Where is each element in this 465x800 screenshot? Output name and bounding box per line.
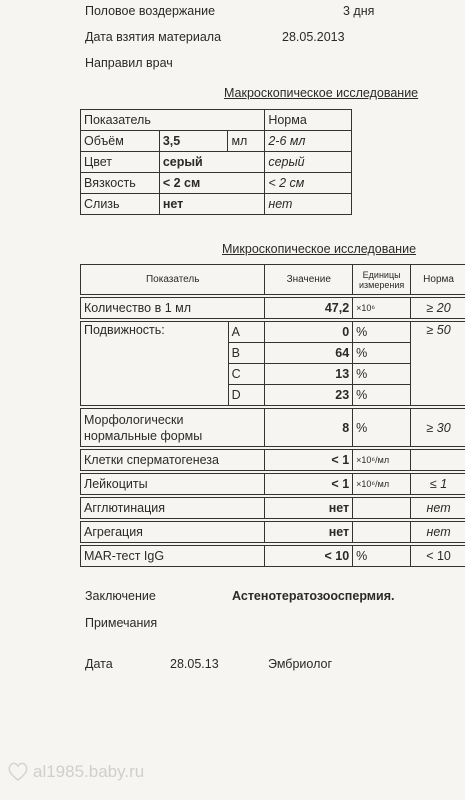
micro-row-value: < 1 [265,450,353,471]
embryologist-label: Эмбриолог [268,657,333,671]
micro-col-units: Единицы измерения [353,265,411,295]
macro-title: Макроскопическое исследование [224,86,419,100]
micro-row-spermatogenesis [81,450,465,471]
micro-row-value: нет [265,498,353,519]
micro-row-name: MAR-тест IgG [81,546,265,567]
micro-col-value: Значение [265,265,353,295]
motility-unit: % [353,385,411,406]
morphology-label [81,409,265,447]
micro-row-unit: ×10⁶/мл [353,450,411,471]
micro-row-unit: ×10⁶/мл [353,474,411,495]
micro-row-norm: < 10 [411,546,465,567]
footer-date-value: 28.05.13 [170,657,219,671]
motility-grade: D [228,385,265,406]
macro-col-norm: Норма [265,110,352,131]
macro-row-norm: нет [265,194,352,215]
macro-row-value: нет [159,194,265,215]
micro-row-morphology [81,409,465,447]
macro-header-row [81,110,352,131]
motility-grade: C [228,364,265,385]
micro-row-count [81,298,465,319]
motility-value: 0 [265,322,353,343]
motility-label: Подвижность: [81,322,229,406]
motility-unit: % [353,364,411,385]
conclusion-value: Астенотератозооспермия. [232,589,395,603]
micro-row-value: < 1 [265,474,353,495]
motility-norm: ≥ 50 [411,322,465,406]
doctor-label: Направил врач [85,56,173,70]
micro-header-row [81,265,465,295]
macro-row-value: < 2 см [159,173,265,194]
micro-row-norm: ≥ 20 [411,298,465,319]
macro-row-name: Вязкость [81,173,160,194]
micro-row-unit [353,498,411,519]
morphology-label-line1: Морфологически [84,412,184,427]
micro-row-unit: % [353,546,411,567]
micro-row-name: Агрегация [81,522,265,543]
micro-row-value: 47,2 [265,298,353,319]
macro-col-indicator: Показатель [81,110,265,131]
micro-row-motility-a [81,322,465,343]
micro-row-agglutination [81,498,465,519]
micro-row-value: нет [265,522,353,543]
micro-row-norm: нет [411,522,465,543]
motility-value: 23 [265,385,353,406]
macro-row-value: серый [159,152,265,173]
watermark-text: al1985.baby.ru [33,762,145,781]
date-taken-label: Дата взятия материала [85,30,222,44]
macro-row-norm: < 2 см [265,173,352,194]
motility-value: 64 [265,343,353,364]
macro-row-norm: 2-6 мл [265,131,352,152]
micro-row-name: Клетки сперматогенеза [81,450,265,471]
micro-row-norm: ≥ 30 [411,409,465,447]
micro-row-name: Лейкоциты [81,474,265,495]
macro-row-mucus [81,194,352,215]
micro-table [80,264,465,567]
motility-grade: B [228,343,265,364]
macro-row-name: Объём [81,131,160,152]
macro-table [80,109,352,215]
micro-row-unit: % [353,409,411,447]
notes-label: Примечания [85,616,158,630]
micro-row-leukocytes [81,474,465,495]
micro-row-norm [411,450,465,471]
micro-row-norm: ≤ 1 [411,474,465,495]
micro-col-indicator: Показатель [81,265,265,295]
micro-row-name: Количество в 1 мл [81,298,265,319]
date-taken-value: 28.05.2013 [282,30,345,44]
morphology-label-line2: нормальные формы [84,428,203,443]
abstinence-label: Половое воздержание [85,4,216,18]
watermark-logo-icon [6,760,30,785]
micro-row-unit [353,522,411,543]
motility-grade: A [228,322,265,343]
micro-row-mar [81,546,465,567]
motility-unit: % [353,343,411,364]
footer-date-label: Дата [85,657,113,671]
micro-title: Микроскопическое исследование [222,242,417,256]
macro-row-norm: серый [265,152,352,173]
abstinence-value: 3 дня [343,4,375,18]
macro-row-color [81,152,352,173]
conclusion-label: Заключение [85,589,156,603]
motility-value: 13 [265,364,353,385]
micro-row-aggregation [81,522,465,543]
macro-row-volume [81,131,352,152]
micro-row-value: 8 [265,409,353,447]
macro-row-unit: мл [228,131,265,152]
macro-row-viscosity [81,173,352,194]
macro-row-name: Слизь [81,194,160,215]
motility-unit: % [353,322,411,343]
micro-row-value: < 10 [265,546,353,567]
micro-col-norm: Норма [411,265,465,295]
micro-row-name: Агглютинация [81,498,265,519]
micro-row-norm: нет [411,498,465,519]
macro-row-value: 3,5 [159,131,228,152]
micro-row-unit: ×10⁶ [353,298,411,319]
macro-row-name: Цвет [81,152,160,173]
